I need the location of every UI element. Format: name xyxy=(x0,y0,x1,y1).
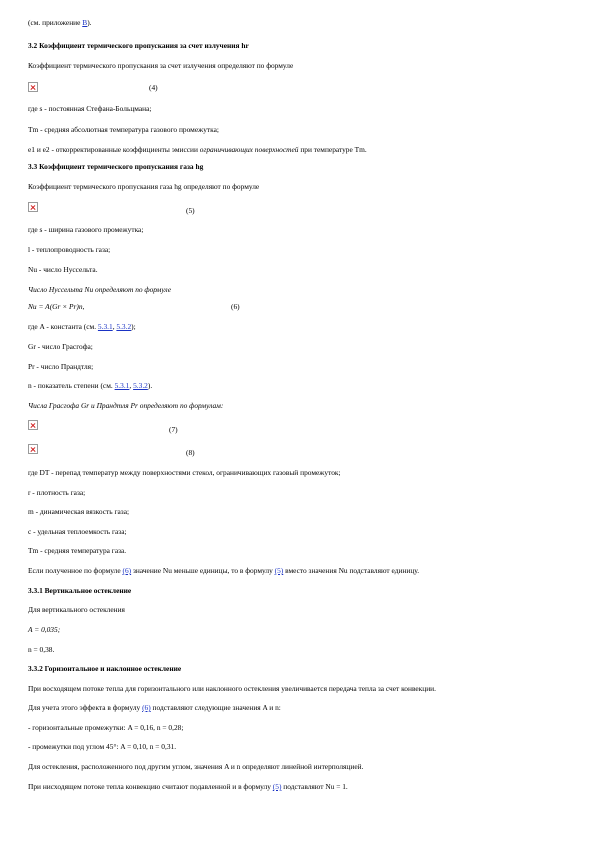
paragraph: где s - постоянная Стефана-Больцмана; xyxy=(28,104,152,113)
paragraph: где s - ширина газового промежутка; xyxy=(28,225,144,234)
paragraph: Коэффициент термического пропускания за счет излучения определяют по формуле xyxy=(28,61,294,70)
paragraph: Nu - число Нуссельта. xyxy=(28,265,98,274)
equation-number: (5) xyxy=(186,206,195,215)
paragraph: - горизонтальные промежутки: A = 0,16, n = 0,28; xyxy=(28,723,184,732)
paragraph: Для остекления, расположенного под другим углом, значения A и n определяют линейной интерполяцией. xyxy=(28,762,364,771)
paragraph: e1 и e2 - откорректированные коэффициенты эмиссии ограничивающих поверхностей при температуре Tm. xyxy=(28,145,367,154)
paragraph: Если полученное по формуле (6) значение Nu меньше единицы, то в формулу (5) вместо значения Nu подставляют единицу. xyxy=(28,566,420,575)
section-link[interactable]: 5.3.1 xyxy=(97,322,113,331)
ref-line xyxy=(28,18,92,28)
paragraph: r - плотность газа; xyxy=(28,488,86,497)
paragraph: c - удельная теплоемкость газа; xyxy=(28,527,127,536)
heading-3-3-2: 3.3.2 Горизонтальное и наклонное остекление xyxy=(28,664,182,673)
paragraph: где A - константа (см. 5.3.1, 5.3.2); xyxy=(28,322,136,331)
paragraph: При восходящем потоке тепла для горизонтального или наклонного остекления увеличивается передача тепла за счет конвекции. xyxy=(28,684,436,693)
section-link[interactable]: 5.3.1 xyxy=(114,381,130,390)
heading-3-3-1: 3.3.1 Вертикальное остекление xyxy=(28,586,132,595)
equation-number: (8) xyxy=(186,448,195,457)
equation-number: (6) xyxy=(231,302,240,311)
broken-image-icon xyxy=(28,444,38,454)
formula-link[interactable]: (6) xyxy=(122,566,132,575)
paragraph: m - динамическая вязкость газа; xyxy=(28,507,130,516)
paragraph: Для учета этого эффекта в формулу (6) подставляют следующие значения A и n: xyxy=(28,703,281,712)
broken-image-icon xyxy=(28,420,38,430)
paragraph: Tm - средняя температура газа. xyxy=(28,546,127,555)
heading-3-3: 3.3 Коэффициент термического пропускания газа hg xyxy=(28,162,204,171)
heading-3-2: 3.2 Коэффициент термического пропускания за счет излучения hr xyxy=(28,41,249,50)
paragraph: Коэффициент термического пропускания газа hg определяют по формуле xyxy=(28,182,260,191)
paragraph: - промежутки под углом 45°: A = 0,10, n = 0,31. xyxy=(28,742,177,751)
paragraph: Число Нуссельта Nu определяют по формуле xyxy=(28,285,172,294)
appendix-link[interactable]: В xyxy=(82,18,88,27)
section-link[interactable]: 5.3.2 xyxy=(116,322,132,331)
broken-image-icon xyxy=(28,202,38,212)
ref-text-1: (см. приложение xyxy=(28,18,83,27)
equation-number: (7) xyxy=(169,425,178,434)
ref-text-2: ). xyxy=(87,18,92,27)
section-link[interactable]: 5.3.2 xyxy=(133,381,148,390)
paragraph: Tm - средняя абсолютная температура газового промежутка; xyxy=(28,125,219,134)
formula-link[interactable]: (5) xyxy=(272,782,282,791)
formula-link[interactable]: (5) xyxy=(274,566,284,575)
formula-link[interactable]: (6) xyxy=(142,703,151,712)
paragraph: Gr - число Грасгофа; xyxy=(28,342,93,351)
paragraph: Pr - число Прандтля; xyxy=(28,362,94,371)
paragraph: При нисходящем потоке тепла конвекцию считают подавленной и в формулу (5) подставляют Nu = 1. xyxy=(28,782,348,791)
paragraph: n - показатель степени (см. 5.3.1, 5.3.2). xyxy=(28,381,153,390)
paragraph: где DT - перепад температур между поверхностями стекол, ограничивающих газовый промежуток; xyxy=(28,468,341,477)
paragraph: n = 0,38. xyxy=(28,645,55,654)
paragraph: A = 0,035; xyxy=(28,625,61,634)
paragraph: Для вертикального остекления xyxy=(28,605,125,614)
paragraph: Числа Грасгофа Gr и Прандтля Pr определяют по формулам: xyxy=(28,401,224,410)
paragraph: l - теплопроводность газа; xyxy=(28,245,111,254)
broken-image-icon xyxy=(28,82,38,92)
formula-6: Nu = A(Gr × Pr)n, xyxy=(28,302,85,311)
equation-number: (4) xyxy=(149,83,158,92)
